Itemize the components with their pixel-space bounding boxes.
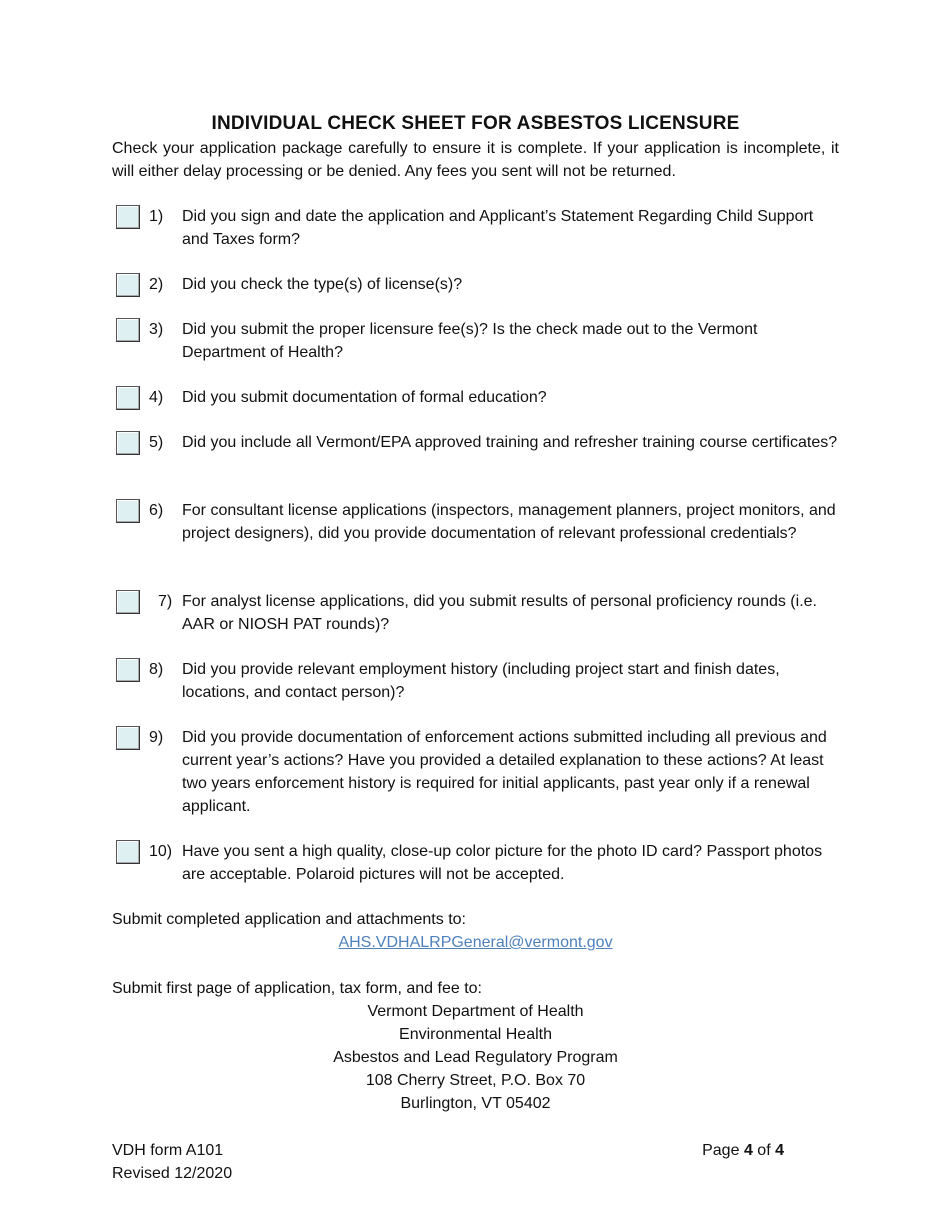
item-number: 7) <box>158 593 173 610</box>
item-number: 6) <box>149 502 164 519</box>
item-text: For consultant license applications (inspectors, management planners, project monitors, and project designers), did you provide documentation of relevant professional credentials? <box>182 502 836 542</box>
item-number: 5) <box>149 434 164 451</box>
item-text: Did you provide relevant employment history (including project start and finish dates, locations, and contact person)? <box>182 661 780 701</box>
checkbox[interactable] <box>116 840 140 864</box>
item-number: 9) <box>149 729 164 746</box>
checklist-item <box>112 318 839 386</box>
checklist-item <box>112 386 839 431</box>
checklist-item <box>112 840 839 908</box>
address-line: Asbestos and Lead Regulatory Program <box>333 1049 618 1066</box>
item-text: Did you include all Vermont/EPA approved training and refresher training course certificates? <box>182 434 838 451</box>
page-of: of <box>757 1142 771 1159</box>
checkbox[interactable] <box>116 499 140 523</box>
page-current: 4 <box>743 1142 753 1159</box>
email-link[interactable]: AHS.VDHALRPGeneral@vermont.gov <box>338 934 613 951</box>
checkbox[interactable] <box>116 318 140 342</box>
checklist-item <box>112 499 839 590</box>
checklist-item <box>112 726 839 840</box>
form-id: VDH form A101 <box>112 1142 224 1159</box>
address-line: Burlington, VT 05402 <box>400 1095 551 1112</box>
item-text: Did you submit the proper licensure fee(s)? Is the check made out to the Vermont Department of Health? <box>182 321 758 361</box>
address-line: 108 Cherry Street, P.O. Box 70 <box>365 1072 586 1089</box>
item-number: 10) <box>149 843 173 860</box>
checklist <box>112 205 839 908</box>
item-text: Did you submit documentation of formal education? <box>182 389 547 406</box>
item-number: 8) <box>149 661 164 678</box>
submit-mail-label: Submit first page of application, tax form, and fee to: <box>112 980 482 997</box>
checkbox[interactable] <box>116 386 140 410</box>
checklist-item <box>112 205 839 273</box>
page-total: 4 <box>775 1142 784 1159</box>
mailing-address <box>112 1000 839 1115</box>
checkbox[interactable] <box>116 431 140 455</box>
item-number: 4) <box>149 389 164 406</box>
check-sheet-page <box>112 112 839 1115</box>
item-text: For analyst license applications, did you submit results of personal proficiency rounds (i.e. AAR or NIOSH PAT rounds)? <box>182 593 817 633</box>
item-text: Did you provide documentation of enforcement actions submitted including all previous and current year’s actions? Have you provided a detailed explanation to these actions? At least two years enforcement history is required for initial applicants, past year only if a renewal applicant. <box>182 729 827 815</box>
page-indicator <box>702 1139 784 1162</box>
page-prefix: Page <box>702 1142 740 1159</box>
address-line: Environmental Health <box>399 1026 552 1043</box>
item-text: Did you sign and date the application and Applicant’s Statement Regarding Child Support and Taxes form? <box>182 208 814 248</box>
checkbox[interactable] <box>116 590 140 614</box>
address-line: Vermont Department of Health <box>367 1003 584 1020</box>
submit-email-label: Submit completed application and attachments to: <box>112 911 466 928</box>
checkbox[interactable] <box>116 273 140 297</box>
item-number: 1) <box>149 208 164 225</box>
checkbox[interactable] <box>116 658 140 682</box>
page-footer <box>112 1139 784 1185</box>
email-line <box>112 931 839 954</box>
page-title: INDIVIDUAL CHECK SHEET FOR ASBESTOS LICENSURE <box>211 113 740 134</box>
revision-date: Revised 12/2020 <box>112 1165 233 1182</box>
checklist-item <box>112 273 839 318</box>
checklist-item <box>112 431 839 499</box>
intro-paragraph: Check your application package carefully to ensure it is complete. If your application is incomplete, it will either delay processing or be denied. Any fees you sent will not be returned. <box>112 140 839 180</box>
checkbox[interactable] <box>116 726 140 750</box>
item-number: 2) <box>149 276 164 293</box>
item-text: Have you sent a high quality, close-up color picture for the photo ID card? Passport photos are acceptable. Polaroid pictures will not be accepted. <box>182 843 823 883</box>
checklist-item <box>112 590 839 658</box>
checklist-item <box>112 658 839 726</box>
item-number: 3) <box>149 321 164 338</box>
item-text: Did you check the type(s) of license(s)? <box>182 276 463 293</box>
checkbox[interactable] <box>116 205 140 229</box>
